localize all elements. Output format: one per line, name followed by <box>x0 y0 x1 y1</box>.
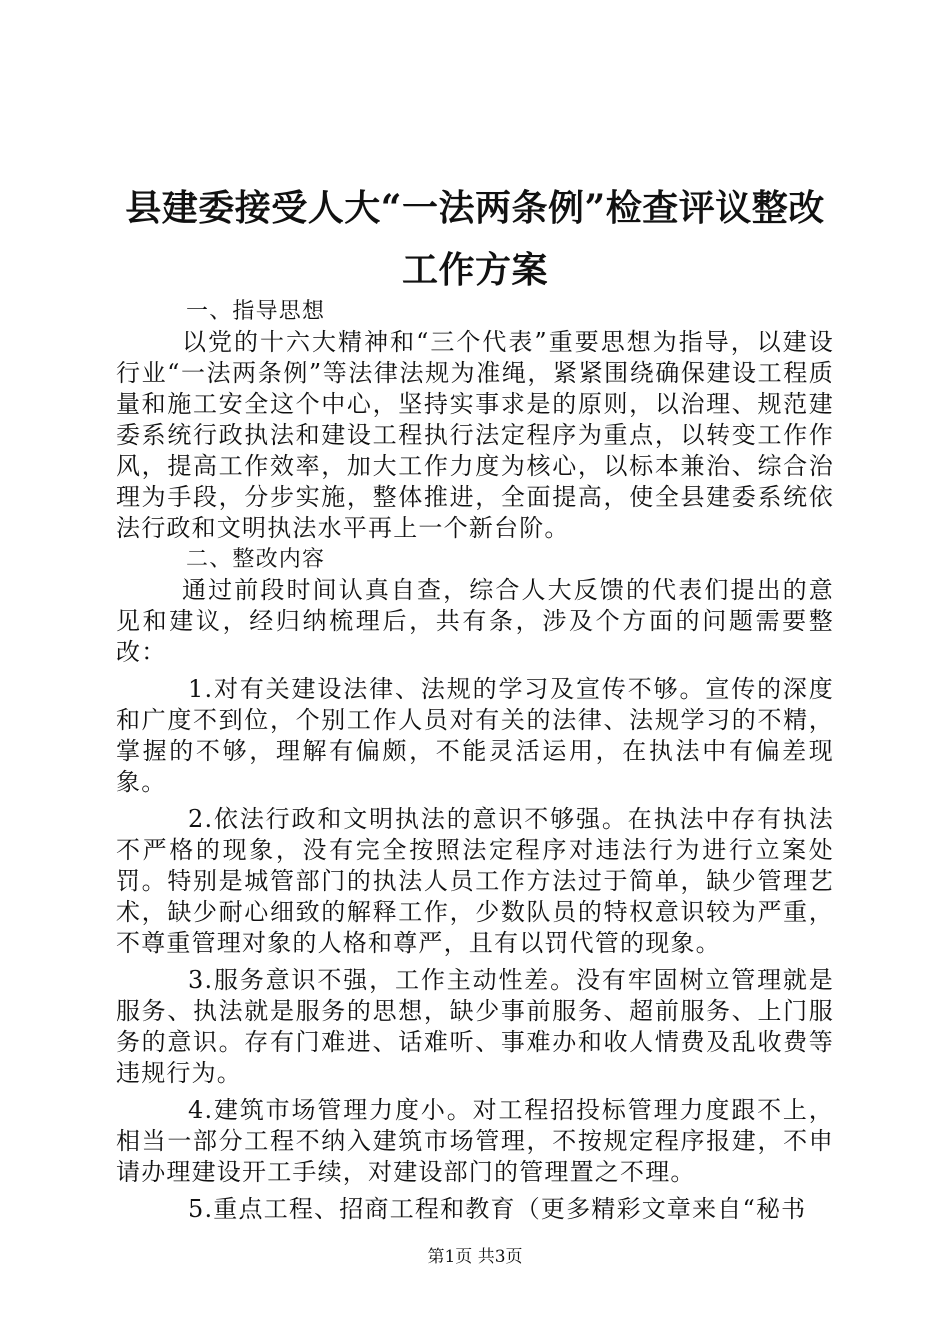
paragraph-guiding-ideology: 以党的十六大精神和“三个代表”重要思想为指导，以建设行业“一法两条例”等法律法规为准绳，紧紧围绕确保建设工程质量和施工安全这个中心，坚持实事求是的原则，以治理、规范建委系统行政执法和建设工程执行法定程序为重点，以转变工作作风，提高工作效率，加大工作力度为核心，以标本兼治、综合治理为手段，分步实施，整体推进，全面提高，使全县建委系统依法行政和文明执法水平再上一个新台阶。 <box>116 328 834 542</box>
document-body <box>116 296 834 1225</box>
list-item-4: 4.建筑市场管理力度小。对工程招投标管理力度跟不上，相当一部分工程不纳入建筑市场管理，不按规定程序报建，不申请办理建设开工手续，对建设部门的管理置之不理。 <box>116 1096 834 1186</box>
list-item-5: 5.重点工程、招商工程和教育（更多精彩文章来自“秘书 <box>188 1195 807 1223</box>
page-number-footer: 第1页 共3页 <box>427 1247 523 1267</box>
list-item-2: 2.依法行政和文明执法的意识不够强。在执法中存有执法不严格的现象，没有完全按照法定程序对违法行为进行立案处罚。特别是城管部门的执法人员工作方法过于简单，缺少管理艺术，缺少耐心细致的解释工作，少数队员的特权意识较为严重，不尊重管理对象的人格和尊严，且有以罚代管的现象。 <box>116 805 834 957</box>
document-title-line-1: 县建委接受人大“一法两条例”检查评议整改 <box>125 187 825 229</box>
paragraph-rectification-intro: 通过前段时间认真自查，综合人大反馈的代表们提出的意见和建议，经归纳梳理后，共有条，涉及个方面的问题需要整改： <box>116 576 834 666</box>
section-heading-guiding-ideology: 一、指导思想 <box>186 299 326 324</box>
list-item-3: 3.服务意识不强，工作主动性差。没有牢固树立管理就是服务、执法就是服务的思想，缺少事前服务、超前服务、上门服务的意识。存有门难进、话难听、事难办和收人情费及乱收费等违规行为。 <box>116 966 834 1087</box>
document-title-line-2: 工作方案 <box>401 249 548 291</box>
list-item-1: 1.对有关建设法律、法规的学习及宣传不够。宣传的深度和广度不到位，个别工作人员对有关的法律、法规学习的不精，掌握的不够，理解有偏颇，不能灵活运用，在执法中有偏差现象。 <box>116 675 834 796</box>
section-heading-rectification-content: 二、整改内容 <box>186 547 326 572</box>
